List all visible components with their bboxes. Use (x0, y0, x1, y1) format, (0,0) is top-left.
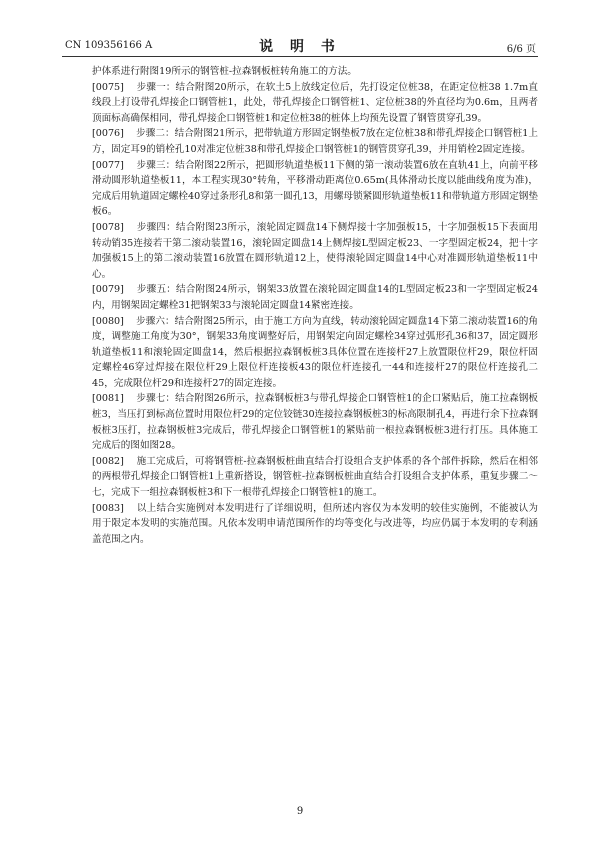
paragraph (92, 80, 538, 127)
paragraph (92, 220, 538, 282)
paragraph-text: 护体系进行附图19所示的钢管桩-拉森钢板桩转角施工的方法。 (92, 66, 357, 77)
paragraph-number: [0083] (92, 502, 124, 514)
paragraph (92, 454, 538, 501)
paragraph-number: [0077] (92, 159, 124, 171)
page-indicator: 6/6 页 (506, 44, 536, 55)
header-divider (62, 56, 538, 57)
paragraph-text: 步骤四：结合附图23所示，滚轮固定圆盘14下侧焊接十字加强板15，十字加强板15下表面用转动销35连接若干第二滚动装置16，滚轮固定圆盘14上侧焊接L型固定板23、一字型固定板24，把十字加强板15上的第二滚动装置16放置在圆形轨道12上，使得滚轮固定圆盘14中心对准圆形轨道垫板11中心。 (92, 221, 538, 280)
paragraph-text: 步骤一：结合附图20所示，在软土5上放线定位后，先打设定位桩38，在距定位桩38 1.7m直线段上打设带孔焊接企口钢管桩1，此处，带孔焊接企口钢管桩1、定位桩38的外直径均为0.6m，且两者顶面标高确保相同，带孔焊接企口钢管桩1和定位桩38的桩体上均预先设置了钢管贯穿孔39。 (92, 81, 538, 124)
paragraph-number: [0076] (92, 128, 124, 140)
paragraph (92, 126, 538, 157)
paragraph-number: [0081] (92, 393, 124, 405)
paragraph-continuation (92, 64, 538, 80)
paragraph-number: [0079] (92, 284, 124, 296)
paragraph (92, 314, 538, 392)
document-title: 说 明 书 (259, 39, 341, 55)
document-body (92, 64, 538, 547)
paragraph (92, 282, 538, 313)
page-number: 9 (296, 806, 304, 817)
document-number: CN 109356166 A (65, 40, 153, 51)
paragraph-number: [0075] (92, 81, 124, 93)
paragraph-text: 施工完成后，可将钢管桩-拉森钢板桩曲直结合打设组合支护体系的各个部件拆除，然后在相邻的两根带孔焊接企口钢管桩1上重新搭设，钢管桩-拉森钢板桩曲直结合打设组合支护体系，重复步骤二～七，完成下一组拉森钢板桩3和下一根带孔焊接企口钢管桩1的施工。 (92, 455, 538, 499)
paragraph-number: [0078] (92, 221, 124, 233)
paragraph (92, 158, 538, 220)
paragraph-text: 步骤二：结合附图21所示，把带轨道方形固定钢垫板7放在定位桩38和带孔焊接企口钢管桩1上方，固定耳9的销栓孔10对准定位桩38和带孔焊接企口钢管桩1的钢管贯穿孔39，并用销栓2固定连接。 (92, 128, 538, 155)
paragraph-text: 以上结合实施例对本发明进行了详细说明，但所述内容仅为本发明的较佳实施例，不能被认为用于限定本发明的实施范围。凡依本发明申请范围所作的均等变化与改进等，均应仍属于本发明的专利涵盖范围之内。 (92, 502, 539, 545)
paragraph-text: 步骤三：结合附图22所示，把圆形轨道垫板11下侧的第一滚动装置6放在直轨41上，向前平移滑动圆形轨道垫板11，本工程实现30°转角，平移滑动距离位0.65m(具体滑动长度以能曲线角度为准)，完成后用轨道固定螺栓40穿过条形孔8和第一圆孔13，用螺母锁紧圆形轨道垫板11和带轨道方形固定钢垫板6。 (92, 159, 539, 218)
paragraph-text: 步骤六：结合附图25所示，由于施工方向为直线，转动滚轮固定圆盘14下第二滚动装置16的角度，调整施工角度为30°，钢架33角度调整好后，用钢架定向固定螺栓34穿过弧形孔36和37，固定圆形轨道垫板11和滚轮固定圆盘14，然后根据拉森钢板桩3具体位置在连接杆27上放置限位杆29，限位杆固定螺栓46穿过焊接在限位杆29上限位杆连接板43的限位杆连接孔一44和连接杆27的限位杆连接孔二45，完成限位杆29和连接杆27的固定连接。 (92, 315, 538, 389)
paragraph-number: [0080] (92, 315, 124, 327)
page-header (0, 0, 600, 55)
paragraph-number: [0082] (92, 455, 124, 467)
paragraph (92, 501, 538, 548)
paragraph (92, 391, 538, 453)
paragraph-text: 步骤五：结合附图24所示，钢架33放置在滚轮固定圆盘14的L型固定板23和一字型固定板24内，用钢架固定螺栓31把钢架33与滚轮固定圆盘14紧密连接。 (92, 284, 538, 311)
paragraph-text: 步骤七：结合附图26所示，拉森钢板桩3与带孔焊接企口钢管桩1的企口紧贴后，施工拉森钢板桩3，当压打到标高位置时用限位杆29的定位铰链30连接拉森钢板桩3的标高限制孔4，再进行余下拉森钢板桩3压打，拉森钢板桩3完成后，带孔焊接企口钢管桩1的紧贴前一根拉森钢板桩3进行打压。具体施工完成后的图如图28。 (92, 393, 538, 452)
